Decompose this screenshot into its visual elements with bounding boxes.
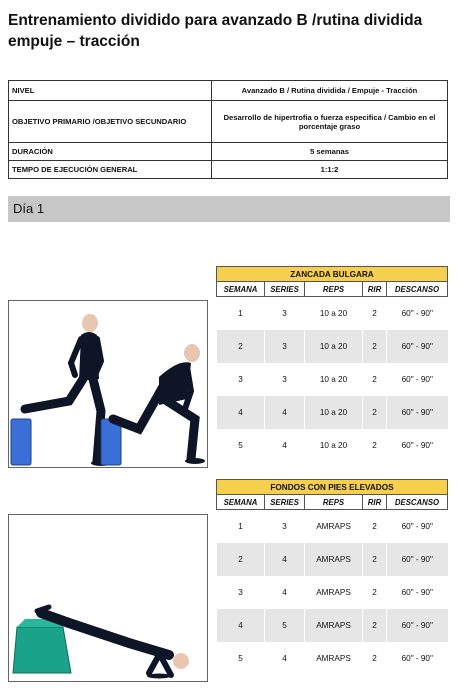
cell-rir: 2 — [363, 510, 387, 543]
cell-reps: AMRAPS — [305, 609, 363, 642]
cell-descanso: 60" - 90" — [387, 330, 448, 363]
cell-descanso: 60" - 90" — [387, 510, 448, 543]
col-descanso: DESCANSO — [387, 495, 448, 510]
cell-reps: AMRAPS — [305, 510, 363, 543]
col-reps: REPS — [305, 495, 363, 510]
page-title: Entrenamiento dividido para avanzado B /rutina dividida empuje – tracción — [8, 12, 423, 50]
cell-rir: 2 — [363, 396, 387, 429]
cell-rir: 2 — [363, 609, 387, 642]
cell-reps: 10 a 20 — [305, 363, 363, 396]
col-descanso: DESCANSO — [387, 282, 448, 297]
cell-semana: 4 — [217, 609, 265, 642]
info-row — [9, 101, 448, 143]
cell-series: 4 — [265, 576, 305, 609]
cell-descanso: 60" - 90" — [387, 396, 448, 429]
cell-rir: 2 — [363, 330, 387, 363]
cell-semana: 1 — [217, 510, 265, 543]
cell-descanso: 60" - 90" — [387, 642, 448, 675]
cell-reps: 10 a 20 — [305, 330, 363, 363]
cell-reps: 10 a 20 — [305, 429, 363, 462]
cell-descanso: 60" - 90" — [387, 363, 448, 396]
info-row — [9, 143, 448, 161]
table-row — [217, 609, 448, 642]
cell-reps: AMRAPS — [305, 576, 363, 609]
cell-series: 4 — [265, 396, 305, 429]
program-info-table — [8, 80, 448, 179]
cell-rir: 2 — [363, 642, 387, 675]
cell-series: 4 — [265, 642, 305, 675]
info-row — [9, 161, 448, 179]
cell-descanso: 60" - 90" — [387, 297, 448, 330]
table-row — [217, 363, 448, 396]
cell-series: 3 — [265, 510, 305, 543]
day-header: Día 1 — [8, 196, 450, 222]
cell-descanso: 60" - 90" — [387, 576, 448, 609]
info-row — [9, 81, 448, 101]
cell-semana: 3 — [217, 576, 265, 609]
table-row — [217, 297, 448, 330]
info-key: OBJETIVO PRIMARIO /OBJETIVO SECUNDARIO — [9, 101, 212, 143]
col-semana: SEMANA — [217, 282, 265, 297]
exercise-name: FONDOS CON PIES ELEVADOS — [217, 480, 448, 495]
col-semana: SEMANA — [217, 495, 265, 510]
cell-reps: AMRAPS — [305, 642, 363, 675]
cell-rir: 2 — [363, 429, 387, 462]
exercise-name: ZANCADA BULGARA — [217, 267, 448, 282]
table-row — [217, 510, 448, 543]
table-row — [217, 642, 448, 675]
info-value: Desarrollo de hipertrofia o fuerza especifica / Cambio en el porcentaje graso — [212, 101, 448, 143]
col-series: SERIES — [265, 495, 305, 510]
exercise-table — [216, 266, 448, 462]
table-row — [217, 396, 448, 429]
cell-series: 3 — [265, 363, 305, 396]
cell-semana: 5 — [217, 429, 265, 462]
cell-series: 4 — [265, 543, 305, 576]
col-rir: RIR — [363, 495, 387, 510]
cell-rir: 2 — [363, 297, 387, 330]
decline-pushup-image — [8, 514, 208, 682]
bulgarian-split-squat-image — [8, 300, 208, 468]
info-value: 1:1:2 — [212, 161, 448, 179]
col-reps: REPS — [305, 282, 363, 297]
info-value: Avanzado B / Rutina dividida / Empuje - Tracción — [212, 81, 448, 101]
cell-reps: 10 a 20 — [305, 396, 363, 429]
cell-descanso: 60" - 90" — [387, 429, 448, 462]
table-row — [217, 576, 448, 609]
cell-semana: 4 — [217, 396, 265, 429]
cell-reps: 10 a 20 — [305, 297, 363, 330]
cell-descanso: 60" - 90" — [387, 609, 448, 642]
col-rir: RIR — [363, 282, 387, 297]
exercise-table — [216, 479, 448, 675]
table-row — [217, 330, 448, 363]
cell-reps: AMRAPS — [305, 543, 363, 576]
info-key: TEMPO DE EJECUCIÓN GENERAL — [9, 161, 212, 179]
cell-semana: 5 — [217, 642, 265, 675]
cell-series: 3 — [265, 330, 305, 363]
cell-series: 3 — [265, 297, 305, 330]
cell-semana: 2 — [217, 330, 265, 363]
cell-rir: 2 — [363, 363, 387, 396]
info-key: NIVEL — [9, 81, 212, 101]
cell-series: 5 — [265, 609, 305, 642]
cell-semana: 1 — [217, 297, 265, 330]
info-key: DURACIÓN — [9, 143, 212, 161]
cell-rir: 2 — [363, 543, 387, 576]
info-value: 5 semanas — [212, 143, 448, 161]
cell-rir: 2 — [363, 576, 387, 609]
table-row — [217, 543, 448, 576]
table-row — [217, 429, 448, 462]
cell-semana: 3 — [217, 363, 265, 396]
cell-descanso: 60" - 90" — [387, 543, 448, 576]
cell-series: 4 — [265, 429, 305, 462]
cell-semana: 2 — [217, 543, 265, 576]
col-series: SERIES — [265, 282, 305, 297]
